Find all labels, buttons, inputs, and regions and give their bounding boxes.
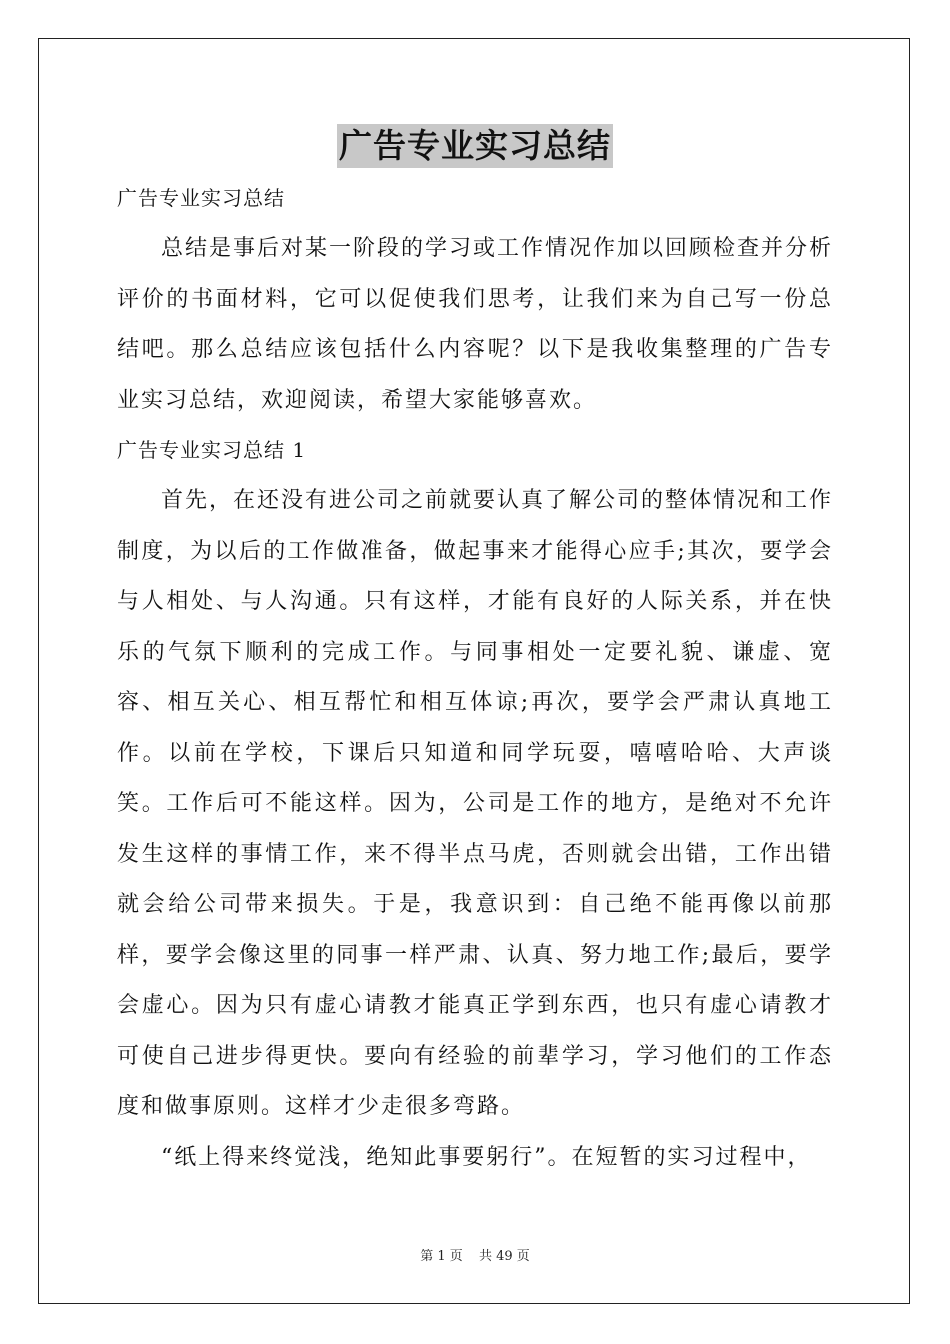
section-1-paragraph: 首先，在还没有进公司之前就要认真了解公司的整体情况和工作制度，为以后的工作做准备，做起事来才能得心应手;其次，要学会与人相处、与人沟通。只有这样，才能有良好的人际关系，并在快乐的气氛下顺利的完成工作。与同事相处一定要礼貌、谦虚、宽容、相互关心、相互帮忙和相互体谅;再次，要学会严肃认真地工作。以前在学校，下课后只知道和同学玩耍，嘻嘻哈哈、大声谈笑。工作后可不能这样。因为，公司是工作的地方，是绝对不允许发生这样的事情工作，来不得半点马虎，否则就会出错，工作出错就会给公司带来损失。于是，我意识到：自己绝不能再像以前那样，要学会像这里的同事一样严肃、认真、努力地工作;最后，要学会虚心。因为只有虚心请教才能真正学到东西，也只有虚心请教才可使自己进步得更快。要向有经验的前辈学习，学习他们的工作态度和做事原则。这样才少走很多弯路。 [117,488,834,1119]
title-area [0,124,950,168]
page-total: 共 49 页 [478,1249,530,1264]
section-heading-1: 广告专业实习总结 1 [117,438,307,462]
subheading: 广告专业实习总结 [117,186,285,210]
page-footer [0,1245,950,1264]
document-title: 广告专业实习总结 [337,124,613,168]
quote-paragraph: “纸上得来终觉浅，绝知此事要躬行”。在短暂的实习过程中， [161,1144,812,1170]
document-body [117,180,833,1183]
intro-paragraph: 总结是事后对某一阶段的学习或工作情况作加以回顾检查并分析评价的书面材料，它可以促使我们思考，让我们来为自己写一份总结吧。那么总结应该包括什么内容呢？以下是我收集整理的广告专业实习总结，欢迎阅读，希望大家能够喜欢。 [117,236,834,413]
page-number: 第 1 页 [420,1249,463,1264]
